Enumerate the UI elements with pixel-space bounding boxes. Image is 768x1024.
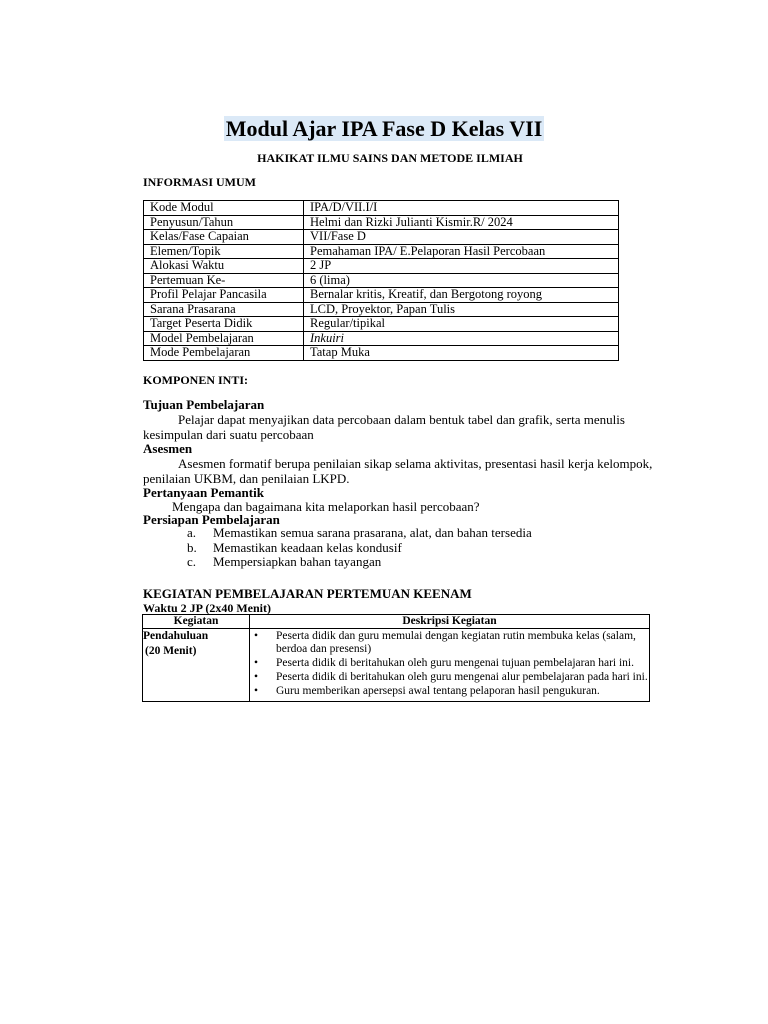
table-row [144, 201, 619, 216]
info-key: Model Pembelajaran [144, 331, 304, 346]
kegiatan-heading: KEGIATAN PEMBELAJARAN PERTEMUAN KEENAM [143, 586, 472, 601]
asesmen-text: Asesmen formatif berupa penilaian sikap selama aktivitas, presentasi hasil kerja kelompok, penilaian UKBM, dan penilaian LKPD. [143, 456, 653, 486]
table-header-row [143, 615, 650, 629]
info-value: Pemahaman IPA/ E.Pelaporan Hasil Percobaan [304, 244, 619, 259]
col-deskripsi-header: Deskripsi Kegiatan [250, 615, 650, 629]
list-item-text: Peserta didik di beritahukan oleh guru mengenai tujuan pembelajaran hari ini. [276, 657, 634, 669]
info-value: Bernalar kritis, Kreatif, dan Bergotong royong [304, 288, 619, 303]
list-marker: c. [187, 554, 197, 569]
col-kegiatan-header: Kegiatan [143, 615, 250, 629]
phase-name: Pendahuluan [143, 630, 209, 642]
description-list [250, 629, 649, 701]
info-value: 6 (lima) [304, 273, 619, 288]
pertanyaan-text: Mengapa dan bagaimana kita melaporkan hasil percobaan? [172, 499, 480, 514]
persiapan-heading: Persiapan Pembelajaran [143, 512, 280, 527]
list-item [187, 541, 532, 556]
info-value: VII/Fase D [304, 230, 619, 245]
table-row [144, 259, 619, 274]
komponen-inti-heading: KOMPONEN INTI: [143, 373, 248, 387]
kegiatan-table [142, 614, 650, 702]
table-row [144, 346, 619, 361]
info-value: Regular/tipikal [304, 317, 619, 332]
list-marker: b. [187, 539, 197, 555]
info-value: LCD, Proyektor, Papan Tulis [304, 302, 619, 317]
phase-time: (20 Menit) [145, 645, 197, 657]
informasi-umum-heading: INFORMASI UMUM [143, 175, 256, 189]
table-row [144, 230, 619, 245]
info-key: Elemen/Topik [144, 244, 304, 259]
bullet-icon: • [254, 671, 259, 683]
table-row [144, 302, 619, 317]
document-subtitle: HAKIKAT ILMU SAINS DAN METODE ILMIAH [257, 151, 523, 165]
description-cell [250, 629, 650, 702]
pertanyaan-heading: Pertanyaan Pemantik [143, 485, 264, 500]
list-item [250, 630, 649, 656]
list-item [187, 555, 532, 570]
bullet-icon: • [254, 630, 259, 642]
info-key: Sarana Prasarana [144, 302, 304, 317]
table-row [144, 273, 619, 288]
list-item [250, 671, 649, 684]
info-key: Kelas/Fase Capaian [144, 230, 304, 245]
list-item-text: Memastikan keadaan kelas kondusif [213, 539, 402, 555]
table-row [144, 244, 619, 259]
bullet-icon: • [254, 657, 259, 669]
info-value: IPA/D/VII.I/I [304, 201, 619, 216]
tujuan-heading: Tujuan Pembelajaran [143, 397, 265, 412]
info-value: Inkuiri [304, 331, 619, 346]
info-value: Tatap Muka [304, 346, 619, 361]
info-key: Penyusun/Tahun [144, 215, 304, 230]
info-key: Pertemuan Ke- [144, 273, 304, 288]
info-key: Target Peserta Didik [144, 317, 304, 332]
informasi-umum-table [143, 200, 619, 361]
phase-cell [143, 629, 250, 702]
document-title: Modul Ajar IPA Fase D Kelas VII [225, 116, 543, 141]
list-item-text: Mempersiapkan bahan tayangan [213, 554, 382, 569]
table-row [144, 215, 619, 230]
tujuan-text: Pelajar dapat menyajikan data percobaan dalam bentuk tabel dan grafik, serta menulis kesimpulan dari suatu percobaan [143, 412, 625, 442]
kegiatan-waktu: Waktu 2 JP (2x40 Menit) [143, 601, 271, 615]
persiapan-list [187, 526, 532, 570]
list-item [187, 526, 532, 541]
info-key: Mode Pembelajaran [144, 346, 304, 361]
list-item-text: Memastikan semua sarana prasarana, alat, dan bahan tersedia [213, 525, 532, 540]
info-value: Helmi dan Rizki Julianti Kismir.R/ 2024 [304, 215, 619, 230]
list-item [250, 685, 649, 698]
list-item-text: Peserta didik di beritahukan oleh guru mengenai alur pembelajaran pada hari ini. [276, 671, 648, 683]
bullet-icon: • [254, 685, 259, 697]
list-item-text: Guru memberikan apersepsi awal tentang pelaporan hasil pengukuran. [276, 685, 600, 697]
list-marker: a. [187, 525, 197, 540]
table-row [144, 288, 619, 303]
info-key: Alokasi Waktu [144, 259, 304, 274]
table-row [144, 331, 619, 346]
table-row [143, 629, 650, 702]
info-value: 2 JP [304, 259, 619, 274]
table-row [144, 317, 619, 332]
list-item [250, 657, 649, 670]
document-title-block [0, 116, 768, 142]
info-key: Kode Modul [144, 201, 304, 216]
info-key: Profil Pelajar Pancasila [144, 288, 304, 303]
list-item-text: Peserta didik dan guru memulai dengan kegiatan rutin membuka kelas (salam, berdoa dan presensi) [276, 630, 636, 655]
asesmen-heading: Asesmen [143, 441, 193, 456]
